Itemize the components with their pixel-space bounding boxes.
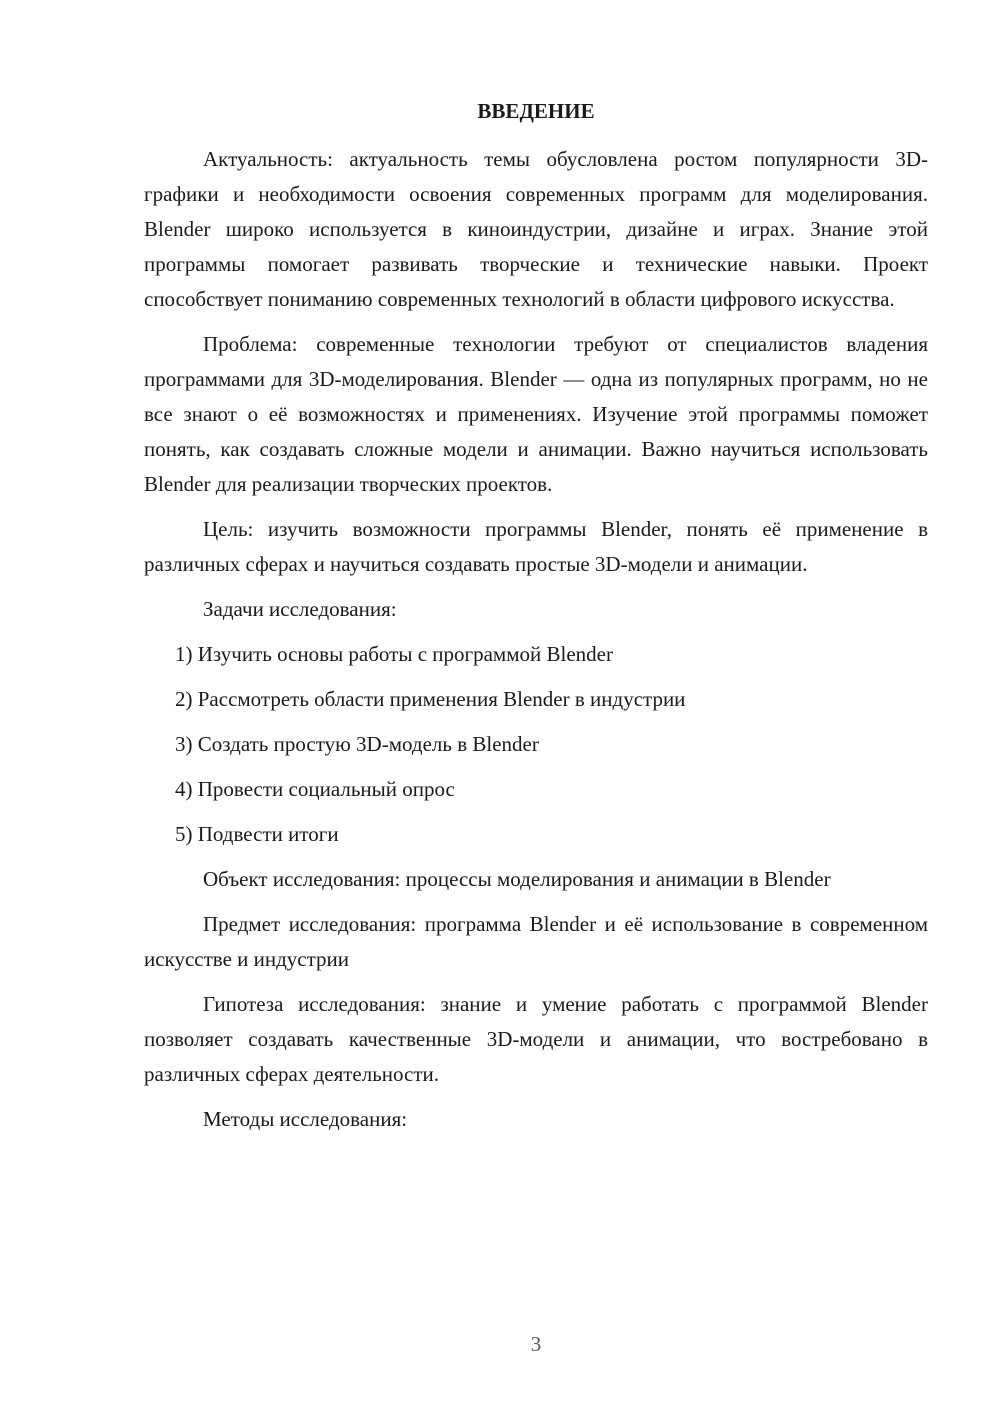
goal-paragraph: Цель: изучить возможности программы Blender, понять её применение в различных сферах и научиться создавать простые 3D-модели и анимации. [144,517,928,576]
relevance-paragraph: Актуальность: актуальность темы обусловлена ростом популярности 3D-графики и необходимости освоения современных программ для моделирования. Blender широко используется в киноиндустрии, дизайне и играх. Знание этой программы помогает развивать творческие и технические навыки. Проект способствует пониманию современных технологий в области цифрового искусства. [144,147,928,311]
object-paragraph: Объект исследования: процессы моделирования и анимации в Blender [203,867,831,891]
document-page [144,96,928,1147]
list-item: 5) Подвести итоги [175,822,339,846]
hypothesis-paragraph: Гипотеза исследования: знание и умение работать с программой Blender позволяет создавать качественные 3D-модели и анимации, что востребовано в различных сферах деятельности. [144,992,928,1086]
subject-paragraph: Предмет исследования: программа Blender и её использование в современном искусстве и индустрии [144,912,928,971]
tasks-heading: Задачи исследования: [203,597,397,621]
page-title: ВВЕДЕНИЕ [477,99,595,123]
page-number: 3 [530,1332,542,1356]
tasks-list [144,637,928,852]
methods-heading: Методы исследования: [203,1107,408,1131]
problem-paragraph: Проблема: современные технологии требуют от специалистов владения программами для 3D-моделирования. Blender — одна из популярных программ, но не все знают о её возможностях и применениях. Изучение этой программы поможет понять, как создавать сложные модели и анимации. Важно научиться использовать Blender для реализации творческих проектов. [144,332,928,496]
list-item: 1) Изучить основы работы с программой Blender [175,642,613,666]
list-item: 4) Провести социальный опрос [175,777,455,801]
list-item: 2) Рассмотреть области применения Blender в индустрии [175,687,686,711]
list-item: 3) Создать простую 3D-модель в Blender [175,732,539,756]
